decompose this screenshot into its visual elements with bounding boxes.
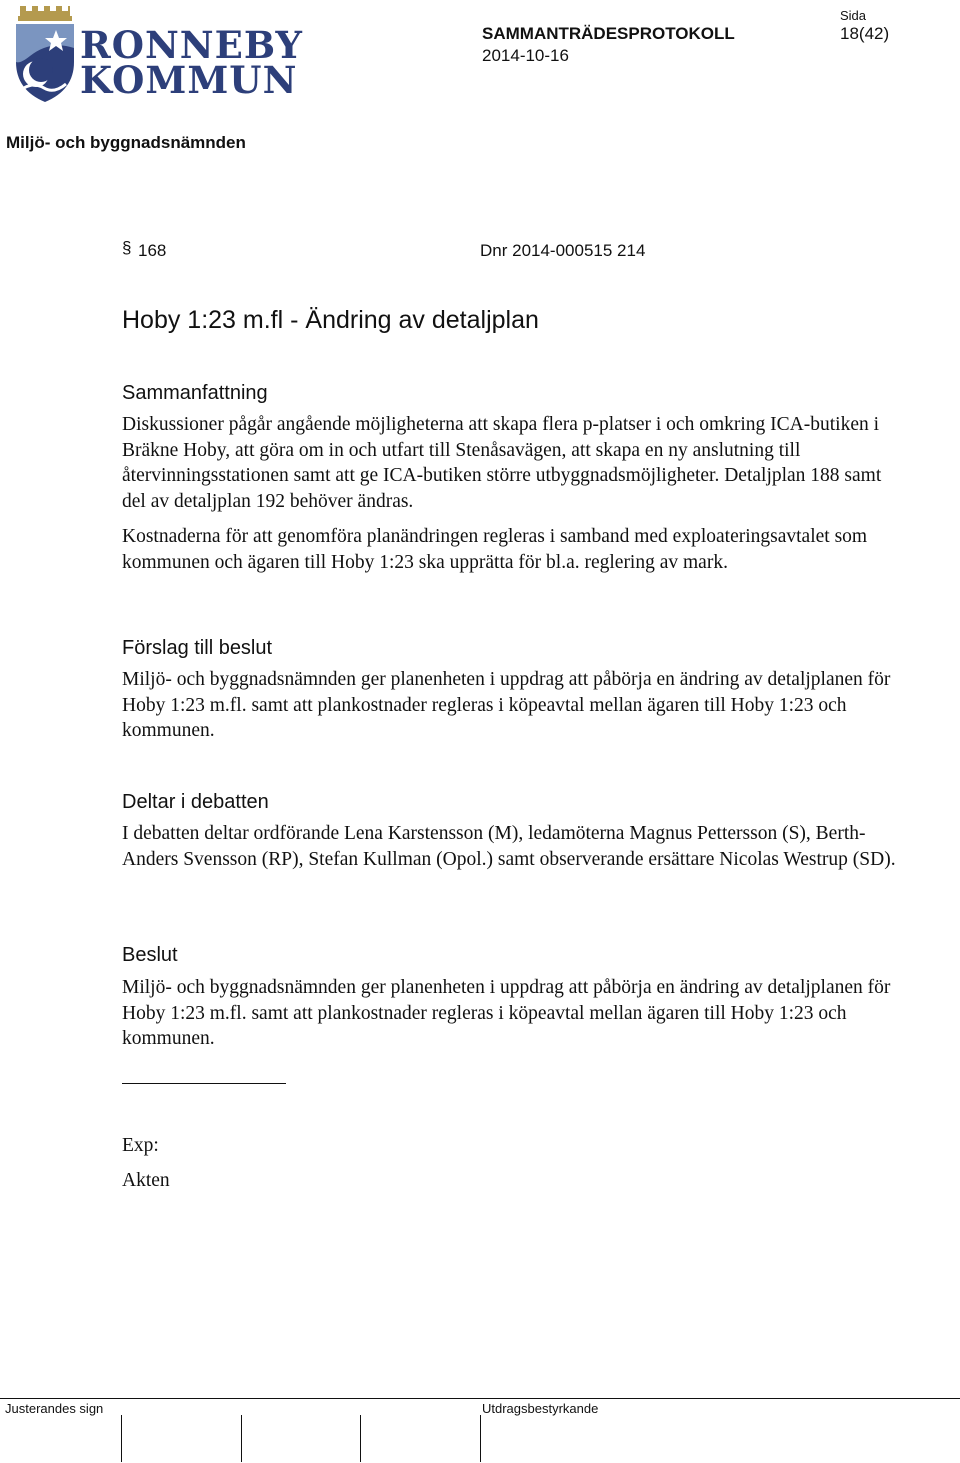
- paragraph-mark: §: [122, 238, 132, 257]
- coat-of-arms-icon: [10, 4, 78, 104]
- page-number: 18(42): [840, 24, 890, 43]
- footer-divider: [0, 1398, 960, 1399]
- decision-heading: Beslut: [122, 944, 178, 966]
- proposal-text: Miljö- och byggnadsnämnden ger planenheten i uppdrag att påbörja en ändring av detaljplanen för Hoby 1:23 m.fl. samt att plankostnader regleras i köpeavtal mellan ägaren till Hoby 1:23 och kommunen.: [122, 669, 891, 741]
- case-title: Hoby 1:23 m.fl - Ändring av detaljplan: [122, 306, 539, 334]
- footer-certification-label: Utdragsbestyrkande: [482, 1401, 599, 1416]
- committee-name: Miljö- och byggnadsnämnden: [6, 133, 246, 152]
- signature-box-divider: [360, 1415, 361, 1462]
- summary-heading: Sammanfattning: [122, 382, 268, 404]
- meeting-date: 2014-10-16: [482, 46, 569, 65]
- debate-heading: Deltar i debatten: [122, 791, 269, 813]
- case-number: 168: [138, 241, 167, 260]
- debate-text: I debatten deltar ordförande Lena Karstensson (M), ledamöterna Magnus Pettersson (S), Berth-Anders Svensson (RP), Stefan Kullman (Opol.) samt observerande ersättare Nicolas Westrup (SD).: [122, 823, 896, 870]
- summary-cost-text: Kostnaderna för att genomföra planändringen regleras i samband med exploateringsavtalet som kommunen och ägaren till Hoby 1:23 ska upprätta för bl.a. reglering av mark.: [122, 526, 868, 573]
- signature-box-divider: [241, 1415, 242, 1462]
- org-name-line1: RONNEBY: [80, 23, 303, 67]
- case-dnr: Dnr 2014-000515 214: [480, 241, 646, 260]
- signature-box-divider: [121, 1415, 122, 1462]
- page-label: Sida: [840, 8, 867, 23]
- document-type: SAMMANTRÄDESPROTOKOLL: [482, 24, 735, 43]
- decision-text: Miljö- och byggnadsnämnden ger planenheten i uppdrag att påbörja en ändring av detaljplanen för Hoby 1:23 m.fl. samt att plankostnader regleras i köpeavtal mellan ägaren till Hoby 1:23 och kommunen.: [122, 977, 891, 1049]
- separator-line: [122, 1083, 286, 1084]
- summary-text: Diskussioner pågår angående möjligheterna att skapa flera p-platser i och omkring ICA-butiken i Bräkne Hoby, att göra om in och utfart till Stenåsavägen, att skapa en ny anslutning till återvinningsstationen samt att ge ICA-butiken större utbyggnadsmöjligheter. Detaljplan 188 samt del av detaljplan 192 behöver ändras.: [122, 414, 882, 512]
- expedition-label: Exp:: [122, 1135, 159, 1156]
- expedition-recipient: Akten: [122, 1170, 170, 1191]
- org-name-line2: KOMMUN: [80, 58, 298, 102]
- signature-box-divider: [480, 1415, 481, 1462]
- footer-signature-label: Justerandes sign: [5, 1401, 104, 1416]
- proposal-heading: Förslag till beslut: [122, 637, 273, 659]
